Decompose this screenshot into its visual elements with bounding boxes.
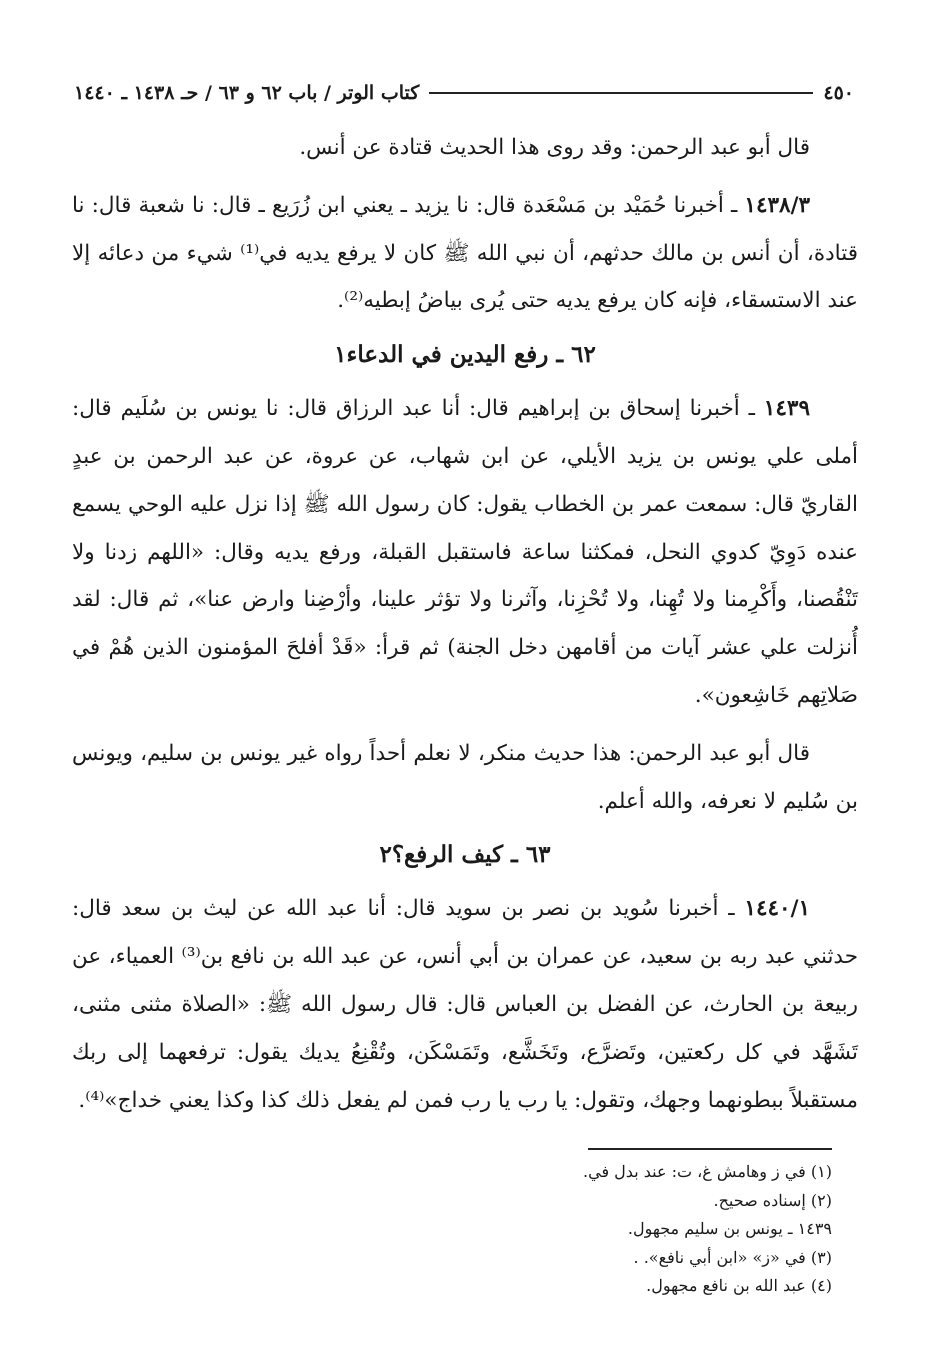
hadith-1438 [72,182,858,325]
hadith-1439 [72,385,858,720]
spacer [72,720,858,730]
header-rule [429,92,813,94]
paragraph-abu-abdulrahman-2: قال أبو عبد الرحمن: هذا حديث منكر، لا نعلم أحداً رواه غير يونس بن سليم، ويونس بن سُليم لا نعرفه، والله أعلم. [72,740,858,814]
page-body [72,124,858,1124]
paragraph-abu-abdulrahman-1: قال أبو عبد الرحمن: وقد روى هذا الحديث قتادة عن أنس. [299,135,810,160]
hadith-1440 [72,885,858,1124]
footnote-1: (١) في ز وهامش غ، ت: عند بدل في. [583,1162,832,1181]
hadith-text: ـ أخبرنا إسحاق بن إبراهيم قال: أنا عبد الرزاق قال: نا يونس بن سُلَيم قال: أملى علي يونس بن يزيد الأيلي، عن ابن شهاب، عن عروة، عن عبد الرحمن بن عبدٍ القاريّ قال: سمعت عمر بن الخطاب يقول: كان رسول الله ﷺ إذا نزل عليه الوحي يسمع عنده دَوِيّ كدوي النحل، فمكثنا ساعة فاستقبل القبلة، ورفع يديه وقال: «اللهم زدنا ولا تَنْقُصنا، وأَكْرِمنا ولا تُهِنا، ولا تُحْزِنا، وآثرنا ولا تؤثر علينا، وأرْضِنا وارض عنا»، ثم قال: لقد أُنزلت علي عشر آيات من أقامهن دخل الجنة) ثم قرأ: «قَدْ أفلحَ المؤمنون الذين هُمْ في صَلاتِهم خَاشِعون». [72,396,858,708]
spacer [72,172,858,182]
running-header [74,76,854,110]
page-number: ٤٥٠ [823,82,854,104]
hadith-number: ١٤٤٠/١ [744,896,810,922]
footnote-4: (٤) عبد الله بن نافع مجهول. [646,1276,832,1295]
hadith-text: ـ أخبرنا سُويد بن نصر بن سويد قال: أنا عبد الله عن ليث بن سعد قال: حدثني عبد ربه بن سعيد، عن عمران بن أبي أنس، عن عبد الله بن نافع بن⁽³⁾ العمياء، عن ربيعة بن الحارث، عن الفضل بن العباس قال: قال رسول الله ﷺ: «الصلاة مثنى مثنى، تَشَهَّد في كل ركعتين، وتَضرَّع، وتَخَشَّع، وتَمَسْكَن، وتُقْنِعُ يديك يقول: ترفعهما إلى ربك مستقبلاً ببطونهما وجهك، وتقول: يا رب يا رب فمن لم يفعل ذلك كذا وكذا يعني خداج»⁽⁴⁾. [72,896,858,1113]
hadith-number: ١٤٣٨/٣ [744,192,810,218]
chapter-heading-62: ٦٢ ـ رفع اليدين في الدعاء١ [334,341,596,369]
hadith-text: ـ أخبرنا حُمَيْد بن مَسْعَدة قال: نا يزيد ـ يعني ابن زُرَيع ـ قال: نا شعبة قال: نا قتادة، أن أنس بن مالك حدثهم، أن نبي الله ﷺ كان لا يرفع يديه في⁽¹⁾ شيء من دعائه إلا عند الاستسقاء، فإنه كان يرفع يديه حتى يُرى بياضُ إبطيه⁽²⁾. [72,192,859,314]
footnote-1439: ١٤٣٩ ـ يونس بن سليم مجهول. [627,1219,832,1238]
footnote-separator [588,1148,832,1150]
footnote-3: (٣) في «ز» «ابن أبي نافع». . [633,1247,832,1267]
footnotes [272,1158,832,1301]
chapter-heading-63: ٦٣ ـ كيف الرفع؟٢ [379,841,551,869]
hadith-number: ١٤٣٩ [763,396,810,422]
header-title: كتاب الوتر / باب ٦٢ و ٦٣ / حـ ١٤٣٨ ـ ١٤٤٠ [74,82,420,104]
footnote-2: (٢) إسناده صحيح. [713,1190,832,1210]
